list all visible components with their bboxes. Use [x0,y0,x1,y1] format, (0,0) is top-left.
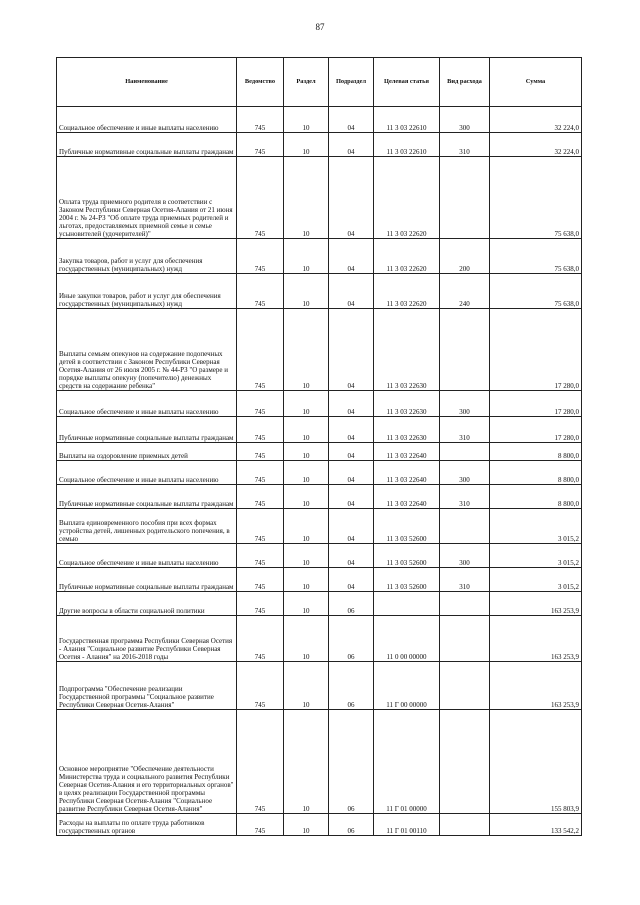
table-row [57,417,582,443]
row-subsection-cell: 04 [329,417,374,443]
row-target-cell: 11 Г 00 00000 [374,662,440,710]
row-target-cell: 11 Г 01 00110 [374,814,440,836]
row-dept-cell: 745 [237,485,284,509]
row-subsection-cell: 04 [329,309,374,391]
row-subsection-cell: 06 [329,814,374,836]
row-sum-cell: 17 280,0 [490,309,582,391]
row-name-cell: Основное мероприятие "Обеспечение деятельности Министерства труда и социального развития Республики Северная Осетия-Алания и его территориальных органов" в целях реализации Государственной программы Республики Северная Осетия-Алания "Социальное развитие Республики Северная Осетия-Алания" [57,710,237,814]
header-section: Раздел [284,58,329,107]
row-dept-cell: 745 [237,544,284,568]
row-subsection-cell: 06 [329,616,374,662]
row-type-cell [440,592,490,616]
table-row [57,485,582,509]
row-dept-cell: 745 [237,391,284,417]
row-dept-cell: 745 [237,309,284,391]
header-target: Целевая статья [374,58,440,107]
table-row [57,509,582,544]
header-subsection: Подраздел [329,58,374,107]
row-name-cell: Публичные нормативные социальные выплаты гражданам [57,417,237,443]
table-row [57,710,582,814]
row-section-cell: 10 [284,443,329,461]
row-target-cell: 11 3 03 22640 [374,461,440,485]
table-row [57,274,582,309]
row-sum-cell: 155 803,9 [490,710,582,814]
header-dept: Ведомство [237,58,284,107]
row-name-cell: Иные закупки товаров, работ и услуг для обеспечения государственных (муниципальных) нужд [57,274,237,309]
row-subsection-cell: 04 [329,509,374,544]
row-section-cell: 10 [284,107,329,133]
row-name-cell: Социальное обеспечение и иные выплаты населению [57,544,237,568]
row-target-cell: 11 3 03 22630 [374,309,440,391]
row-type-cell [440,157,490,239]
page-number: 87 [315,22,325,32]
table-row [57,568,582,592]
table-body [57,107,582,836]
row-sum-cell: 17 280,0 [490,417,582,443]
row-subsection-cell: 04 [329,485,374,509]
row-dept-cell: 745 [237,461,284,485]
row-section-cell: 10 [284,274,329,309]
row-type-cell: 240 [440,274,490,309]
row-target-cell: 11 3 03 52600 [374,544,440,568]
row-target-cell [374,592,440,616]
row-dept-cell: 745 [237,509,284,544]
row-dept-cell: 745 [237,662,284,710]
row-section-cell: 10 [284,592,329,616]
row-sum-cell: 17 280,0 [490,391,582,417]
row-target-cell: 11 3 03 22620 [374,157,440,239]
row-sum-cell: 133 542,2 [490,814,582,836]
row-type-cell: 300 [440,461,490,485]
row-target-cell: 11 3 03 22630 [374,391,440,417]
row-sum-cell: 32 224,0 [490,107,582,133]
header-type: Вид расхода [440,58,490,107]
row-section-cell: 10 [284,710,329,814]
row-type-cell: 300 [440,107,490,133]
row-section-cell: 10 [284,133,329,157]
row-name-cell: Подпрограмма "Обеспечение реализации Государственной программы "Социальное развитие Республики Северная Осетия-Алания" [57,662,237,710]
row-subsection-cell: 04 [329,133,374,157]
row-dept-cell: 745 [237,592,284,616]
row-section-cell: 10 [284,568,329,592]
budget-table [56,57,582,836]
row-name-cell: Выплата единовременного пособия при всех формах устройства детей, лишенных родительского попечения, в семью [57,509,237,544]
row-name-cell: Расходы на выплаты по оплате труда работников государственных органов [57,814,237,836]
row-target-cell: 11 3 03 22620 [374,239,440,274]
row-subsection-cell: 04 [329,568,374,592]
row-dept-cell: 745 [237,157,284,239]
row-name-cell: Закупка товаров, работ и услуг для обеспечения государственных (муниципальных) нужд [57,239,237,274]
header-name: Наименование [57,58,237,107]
row-dept-cell: 745 [237,133,284,157]
row-type-cell [440,616,490,662]
row-name-cell: Социальное обеспечение и иные выплаты населению [57,461,237,485]
row-name-cell: Публичные нормативные социальные выплаты гражданам [57,133,237,157]
row-dept-cell: 745 [237,710,284,814]
row-dept-cell: 745 [237,239,284,274]
row-section-cell: 10 [284,309,329,391]
row-subsection-cell: 06 [329,592,374,616]
row-section-cell: 10 [284,616,329,662]
row-name-cell: Социальное обеспечение и иные выплаты населению [57,107,237,133]
row-subsection-cell: 04 [329,443,374,461]
row-section-cell: 10 [284,239,329,274]
row-target-cell: 11 3 03 22640 [374,485,440,509]
table-row [57,814,582,836]
row-type-cell: 310 [440,133,490,157]
table-row [57,309,582,391]
row-target-cell: 11 3 03 52600 [374,568,440,592]
row-target-cell: 11 3 03 22620 [374,274,440,309]
row-sum-cell: 163 253,9 [490,662,582,710]
row-target-cell: 11 3 03 22610 [374,133,440,157]
row-dept-cell: 745 [237,417,284,443]
table-row [57,461,582,485]
row-name-cell: Другие вопросы в области социальной политики [57,592,237,616]
row-dept-cell: 745 [237,616,284,662]
row-subsection-cell: 04 [329,107,374,133]
table-row [57,391,582,417]
row-name-cell: Выплаты на оздоровление приемных детей [57,443,237,461]
row-type-cell [440,710,490,814]
table-row [57,616,582,662]
row-dept-cell: 745 [237,274,284,309]
row-type-cell: 310 [440,485,490,509]
table-row [57,443,582,461]
row-type-cell [440,509,490,544]
row-dept-cell: 745 [237,568,284,592]
header-row [57,58,582,107]
row-sum-cell: 8 800,0 [490,443,582,461]
row-subsection-cell: 06 [329,710,374,814]
row-sum-cell: 75 638,0 [490,157,582,239]
table-row [57,133,582,157]
row-sum-cell: 3 015,2 [490,544,582,568]
row-type-cell: 310 [440,568,490,592]
row-sum-cell: 75 638,0 [490,274,582,309]
row-section-cell: 10 [284,544,329,568]
row-section-cell: 10 [284,814,329,836]
table-row [57,239,582,274]
row-target-cell: 11 3 03 22640 [374,443,440,461]
row-target-cell: 11 3 03 52600 [374,509,440,544]
row-dept-cell: 745 [237,443,284,461]
row-subsection-cell: 04 [329,274,374,309]
row-target-cell: 11 0 00 00000 [374,616,440,662]
row-sum-cell: 32 224,0 [490,133,582,157]
row-sum-cell: 3 015,2 [490,509,582,544]
row-subsection-cell: 04 [329,239,374,274]
row-sum-cell: 75 638,0 [490,239,582,274]
row-name-cell: Социальное обеспечение и иные выплаты населению [57,391,237,417]
row-type-cell [440,814,490,836]
row-type-cell: 310 [440,417,490,443]
row-subsection-cell: 04 [329,544,374,568]
row-section-cell: 10 [284,391,329,417]
row-subsection-cell: 04 [329,391,374,417]
row-target-cell: 11 3 03 22610 [374,107,440,133]
row-target-cell: 11 3 03 22630 [374,417,440,443]
row-section-cell: 10 [284,485,329,509]
row-target-cell: 11 Г 01 00000 [374,710,440,814]
table-row [57,544,582,568]
row-type-cell [440,662,490,710]
row-dept-cell: 745 [237,107,284,133]
table-row [57,592,582,616]
row-type-cell: 200 [440,239,490,274]
row-dept-cell: 745 [237,814,284,836]
row-type-cell [440,443,490,461]
row-type-cell [440,309,490,391]
row-section-cell: 10 [284,509,329,544]
row-subsection-cell: 04 [329,461,374,485]
header-sum: Сумма [490,58,582,107]
table-row [57,157,582,239]
table-row [57,662,582,710]
row-name-cell: Государственная программа Республики Северная Осетия - Алания "Социальное развитие Республики Северная Осетия - Алания" на 2016-2018 годы [57,616,237,662]
row-name-cell: Оплата труда приемного родителя в соответствии с Законом Республики Северная Осетия-Алания от 21 июня 2004 г. № 24-РЗ "Об оплате труда приемных родителей и льготах, предоставляемых приемной семье и семье усыновителей (удочерителей)" [57,157,237,239]
row-section-cell: 10 [284,157,329,239]
row-sum-cell: 3 015,2 [490,568,582,592]
row-type-cell: 300 [440,391,490,417]
row-sum-cell: 163 253,9 [490,616,582,662]
row-section-cell: 10 [284,417,329,443]
row-subsection-cell: 04 [329,157,374,239]
row-section-cell: 10 [284,662,329,710]
row-sum-cell: 163 253,9 [490,592,582,616]
row-name-cell: Публичные нормативные социальные выплаты гражданам [57,568,237,592]
row-section-cell: 10 [284,461,329,485]
row-sum-cell: 8 800,0 [490,461,582,485]
row-name-cell: Публичные нормативные социальные выплаты гражданам [57,485,237,509]
row-subsection-cell: 06 [329,662,374,710]
table-row [57,107,582,133]
row-sum-cell: 8 800,0 [490,485,582,509]
row-type-cell: 300 [440,544,490,568]
row-name-cell: Выплаты семьям опекунов на содержание подопечных детей в соответствии с Законом Республики Северная Осетия-Алания от 26 июля 2005 г. № 44-РЗ "О размере и порядке выплаты опекуну (попечителю) денежных средств на содержание ребенка" [57,309,237,391]
